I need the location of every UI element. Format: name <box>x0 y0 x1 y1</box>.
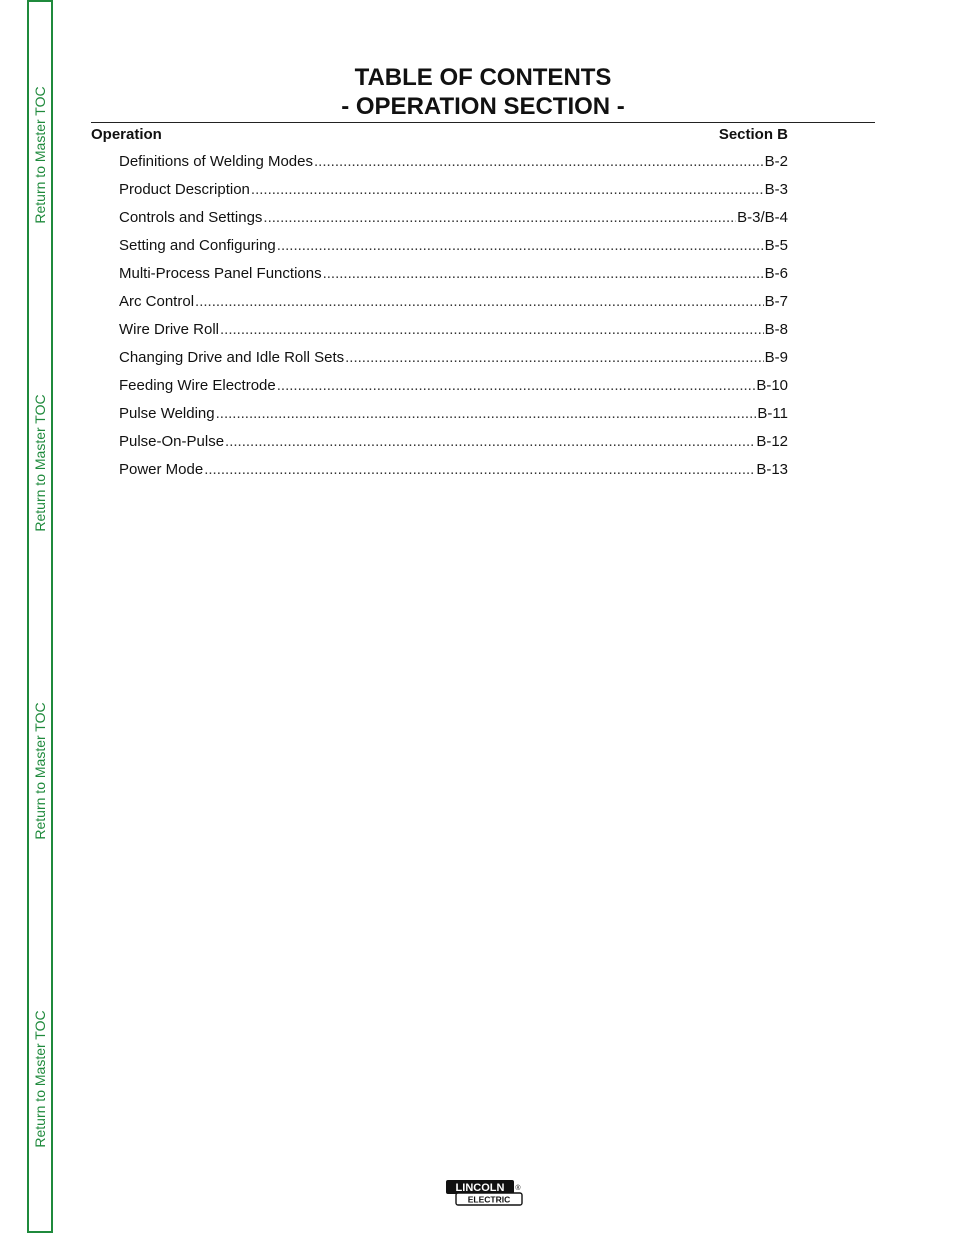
toc-entry-controls-settings[interactable] <box>119 209 788 237</box>
toc-entry-changing-rolls[interactable] <box>119 349 788 377</box>
toc-entry-page: B-7 <box>764 293 788 310</box>
toc-entry-title: Product Description <box>119 181 250 198</box>
dot-leader <box>216 405 757 422</box>
toc-entry-page: B-3/B-4 <box>737 209 788 226</box>
dot-leader <box>277 237 764 254</box>
toc-entry-definitions[interactable] <box>119 153 788 181</box>
toc-entry-wire-drive-roll[interactable] <box>119 321 788 349</box>
dot-leader <box>195 293 764 310</box>
toc-entry-page: B-11 <box>757 405 788 422</box>
toc-entry-title: Wire Drive Roll <box>119 321 220 338</box>
toc-entry-title: Definitions of Welding Modes <box>119 153 313 170</box>
dot-leader <box>251 181 764 198</box>
toc-list <box>119 153 788 489</box>
section-id: Section B <box>718 126 788 143</box>
toc-entry-arc-control[interactable] <box>119 293 788 321</box>
toc-entry-product-description[interactable] <box>119 181 788 209</box>
page-title-line-1: TABLE OF CONTENTS <box>354 64 612 91</box>
toc-entry-title: Changing Drive and Idle Roll Sets <box>119 349 345 366</box>
toc-entry-pulse-on-pulse[interactable] <box>119 433 788 461</box>
toc-entry-page: B-8 <box>764 321 788 338</box>
toc-entry-pulse-welding[interactable] <box>119 405 788 433</box>
toc-entry-title: Pulse Welding <box>119 405 215 422</box>
toc-entry-page: B-2 <box>764 153 788 170</box>
lincoln-electric-logo <box>445 1179 523 1207</box>
toc-entry-title: Pulse-On-Pulse <box>119 433 225 450</box>
toc-entry-title: Multi-Process Panel Functions <box>119 265 322 282</box>
toc-entry-page: B-9 <box>764 349 788 366</box>
dot-leader <box>225 433 755 450</box>
toc-entry-page: B-10 <box>756 377 788 394</box>
dot-leader <box>204 461 755 478</box>
title-divider <box>91 122 875 123</box>
dot-leader <box>314 153 764 170</box>
toc-entry-multi-process[interactable] <box>119 265 788 293</box>
toc-entry-page: B-3 <box>764 181 788 198</box>
dot-leader <box>323 265 764 282</box>
dot-leader <box>345 349 764 366</box>
toc-entry-title: Setting and Configuring <box>119 237 276 254</box>
toc-entry-page: B-5 <box>764 237 788 254</box>
page-title <box>290 63 676 121</box>
section-label: Operation <box>91 126 162 143</box>
page-title-line-2: - OPERATION SECTION - <box>341 93 625 120</box>
toc-entry-title: Power Mode <box>119 461 204 478</box>
logo-bottom-text: ELECTRIC <box>467 1194 511 1205</box>
toc-entry-page: B-13 <box>756 461 788 478</box>
toc-entry-title: Arc Control <box>119 293 195 310</box>
toc-entry-page: B-12 <box>756 433 788 450</box>
toc-entry-feeding-wire[interactable] <box>119 377 788 405</box>
toc-entry-page: B-6 <box>764 265 788 282</box>
logo-registered-mark: ® <box>515 1185 521 1192</box>
dot-leader <box>220 321 764 338</box>
toc-entry-setting-configuring[interactable] <box>119 237 788 265</box>
toc-entry-power-mode[interactable] <box>119 461 788 489</box>
dot-leader <box>263 209 736 226</box>
dot-leader <box>277 377 756 394</box>
toc-entry-title: Feeding Wire Electrode <box>119 377 276 394</box>
logo-top-text: LINCOLN <box>455 1182 505 1194</box>
toc-entry-title: Controls and Settings <box>119 209 263 226</box>
